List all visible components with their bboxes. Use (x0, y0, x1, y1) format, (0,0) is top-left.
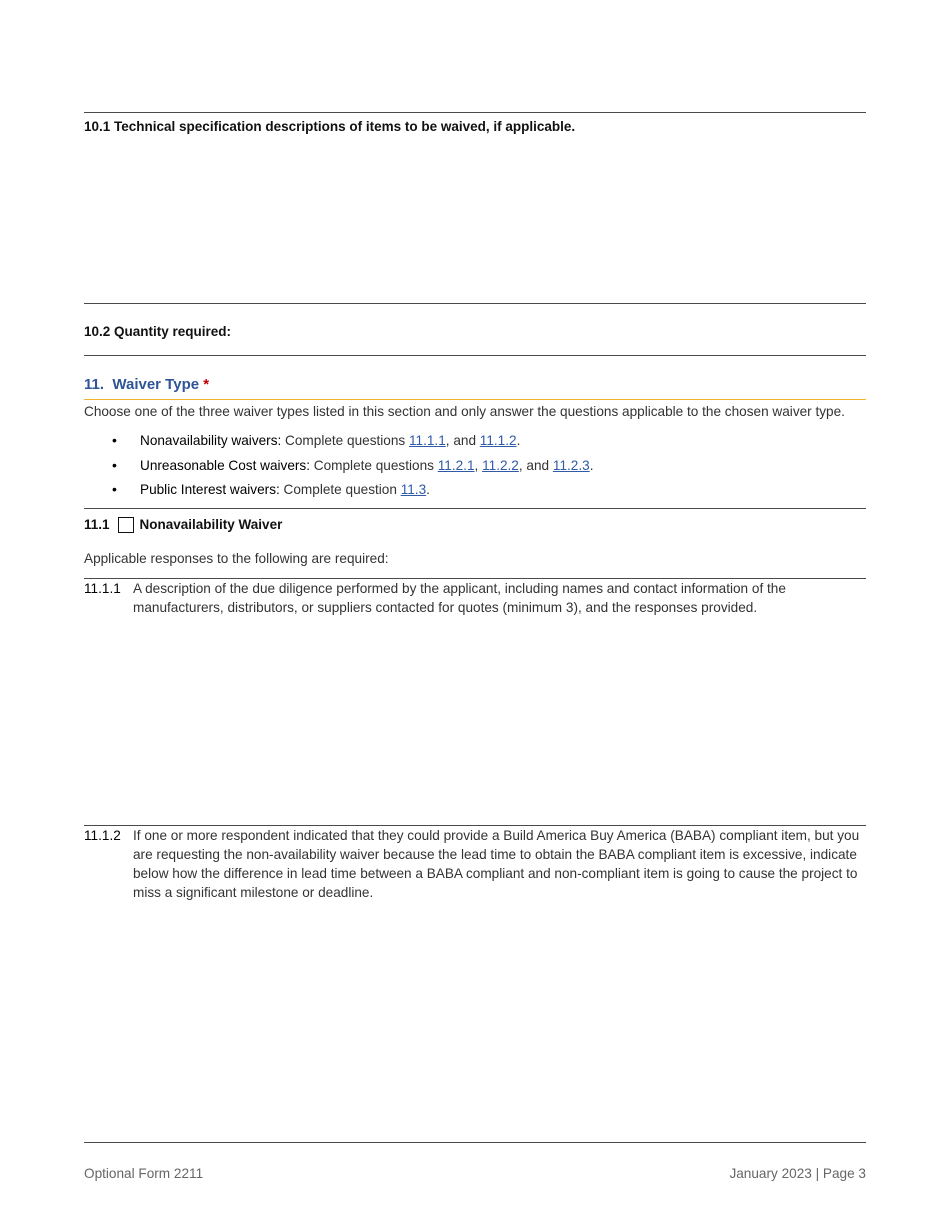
question-11-1-1-number: 11.1.1 (84, 581, 121, 596)
bullet-label: Unreasonable Cost waivers: (140, 457, 311, 473)
question-10-1-label: 10.1 Technical specification descriptions of items to be waived, if applicable. (84, 119, 576, 134)
link-11-1-1[interactable]: 11.1.1 (408, 433, 446, 448)
divider-11-1-top (84, 508, 866, 509)
list-item-nonavailability (112, 431, 872, 456)
bullet-icon: • (112, 481, 117, 497)
bullet-text: Complete questions (310, 457, 438, 473)
link-11-2-2[interactable]: 11.2.2 (482, 457, 519, 473)
joiner: , (474, 457, 483, 473)
bullet-label: Public Interest waivers: (140, 482, 280, 497)
joiner: , and (518, 457, 553, 473)
section-11-accent-rule (84, 399, 866, 400)
divider-10-2-top (84, 303, 866, 304)
section-11-1-intro: Applicable responses to the following are required: (84, 551, 389, 566)
nonavailability-checkbox[interactable] (118, 517, 134, 533)
bullet-text: Complete questions (281, 433, 409, 448)
bullet-icon: • (112, 456, 117, 473)
joiner: , and (445, 433, 480, 448)
question-10-2-label: 10.2 Quantity required: (84, 324, 232, 339)
section-11-title: Waiver Type (112, 376, 200, 393)
joiner: . (426, 482, 430, 497)
link-11-2-3[interactable]: 11.2.3 (552, 457, 590, 473)
joiner: . (589, 457, 594, 473)
link-11-1-2[interactable]: 11.1.2 (479, 433, 517, 448)
question-11-1-2-number: 11.1.2 (84, 828, 121, 843)
answer-field-10-2[interactable] (245, 318, 865, 348)
section-11-1-number: 11.1 (84, 517, 110, 532)
link-11-3[interactable]: 11.3 (400, 482, 427, 497)
section-11-1-heading (84, 517, 282, 533)
question-11-1-2-text: If one or more respondent indicated that they could provide a Build America Buy America (BABA) compliant item, but you are requesting the non-availability waiver because the lead time to obtain the BABA compliant item is excessive, indicate below how the difference in lead time between a BABA compliant and non-compliant item is going to cause the project to miss a significant milestone or deadline. (133, 828, 860, 900)
answer-area-11-1-1[interactable] (84, 622, 866, 818)
joiner: . (516, 433, 521, 448)
question-11-1-1-text: A description of the due diligence performed by the applicant, including names and contact information of the manufacturers, distributors, or suppliers contacted for quotes (minimum 3), and the responses provided. (133, 581, 786, 615)
section-11-instructions: Choose one of the three waiver types listed in this section and only answer the questions applicable to the chosen waiver type. (84, 404, 845, 419)
divider-10-2-bottom (84, 355, 866, 356)
bullet-text: Complete question (279, 482, 401, 497)
section-11-heading (84, 376, 209, 393)
bullet-icon: • (112, 432, 117, 448)
answer-area-10-1[interactable] (84, 142, 866, 298)
footer-divider (84, 1142, 866, 1143)
divider-top (84, 112, 866, 113)
list-item-unreasonable-cost (112, 456, 872, 481)
section-11-number: 11. (84, 376, 105, 393)
required-asterisk: * (203, 376, 210, 393)
bullet-label: Nonavailability waivers: (140, 433, 282, 448)
footer-form-name: Optional Form 2211 (84, 1166, 204, 1181)
waiver-type-list (112, 431, 872, 505)
link-11-2-1[interactable]: 11.2.1 (437, 457, 475, 473)
footer-date-page: January 2023 | Page 3 (729, 1166, 866, 1181)
section-11-1-title: Nonavailability Waiver (139, 517, 283, 532)
answer-area-11-1-2[interactable] (84, 908, 866, 1136)
list-item-public-interest (112, 480, 872, 505)
